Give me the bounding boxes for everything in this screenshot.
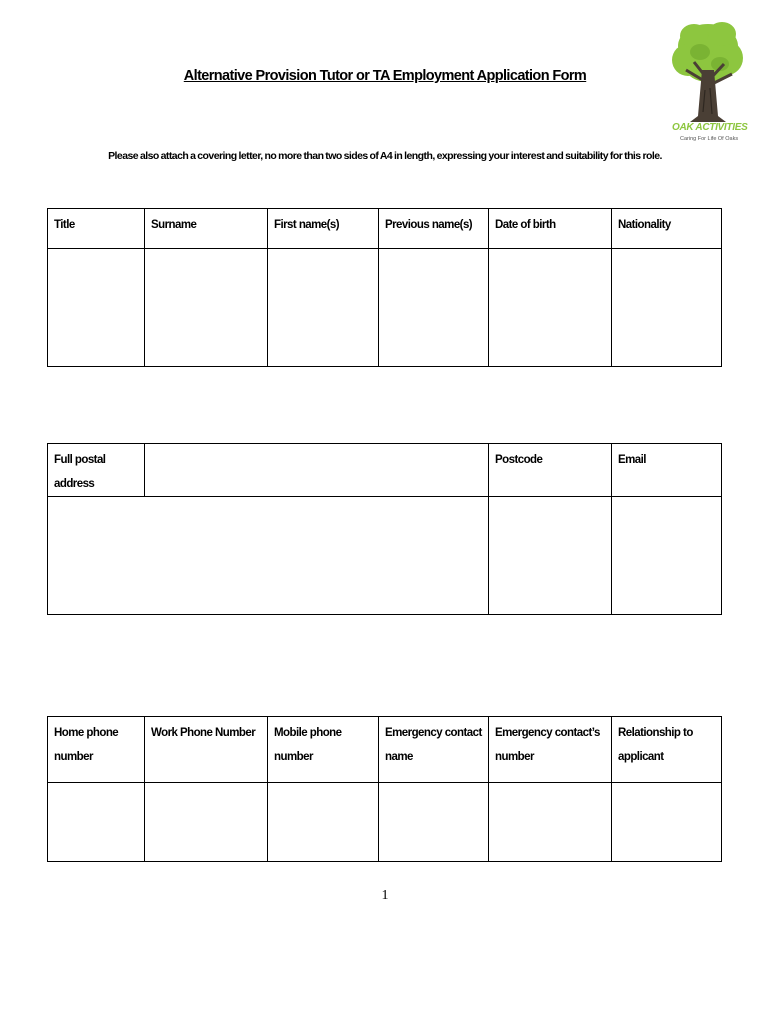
postcode-header: Postcode [489, 444, 612, 497]
work-phone-header: Work Phone Number [145, 717, 268, 783]
emergency-contact-name-header: Emergency contact name [379, 717, 489, 783]
postcode-field[interactable] [489, 497, 612, 615]
address-table [47, 443, 722, 615]
postal-address-header: Full postal address [48, 444, 145, 497]
personal-details-table [47, 208, 722, 367]
oak-activities-logo [672, 20, 748, 148]
previous-names-field[interactable] [379, 249, 489, 367]
email-field[interactable] [612, 497, 722, 615]
mobile-phone-field[interactable] [268, 783, 379, 862]
relationship-field[interactable] [612, 783, 722, 862]
logo-tagline: Caring For Life Of Oaks [680, 136, 739, 142]
surname-field[interactable] [145, 249, 268, 367]
relationship-header: Relationship to applicant [612, 717, 722, 783]
address-header-blank [145, 444, 489, 497]
home-phone-header: Home phone number [48, 717, 145, 783]
emergency-contact-number-header: Emergency contact’s number [489, 717, 612, 783]
first-names-header: First name(s) [268, 209, 379, 249]
instruction-text: Please also attach a covering letter, no more than two sides of A4 in length, expressing your interest and suitability for this role. [108, 150, 662, 162]
surname-header: Surname [145, 209, 268, 249]
work-phone-field[interactable] [145, 783, 268, 862]
title-header: Title [48, 209, 145, 249]
nationality-header: Nationality [612, 209, 722, 249]
email-header: Email [612, 444, 722, 497]
date-of-birth-header: Date of birth [489, 209, 612, 249]
home-phone-field[interactable] [48, 783, 145, 862]
emergency-contact-name-field[interactable] [379, 783, 489, 862]
title-field[interactable] [48, 249, 145, 367]
page-title: Alternative Provision Tutor or TA Employment Application Form [183, 68, 587, 84]
date-of-birth-field[interactable] [489, 249, 612, 367]
page-number: 1 [381, 888, 389, 903]
first-names-field[interactable] [268, 249, 379, 367]
mobile-phone-header: Mobile phone number [268, 717, 379, 783]
logo-name: OAK ACTIVITIES [672, 122, 748, 133]
nationality-field[interactable] [612, 249, 722, 367]
postal-address-field[interactable] [48, 497, 489, 615]
previous-names-header: Previous name(s) [379, 209, 489, 249]
emergency-contact-number-field[interactable] [489, 783, 612, 862]
contact-table [47, 716, 722, 862]
